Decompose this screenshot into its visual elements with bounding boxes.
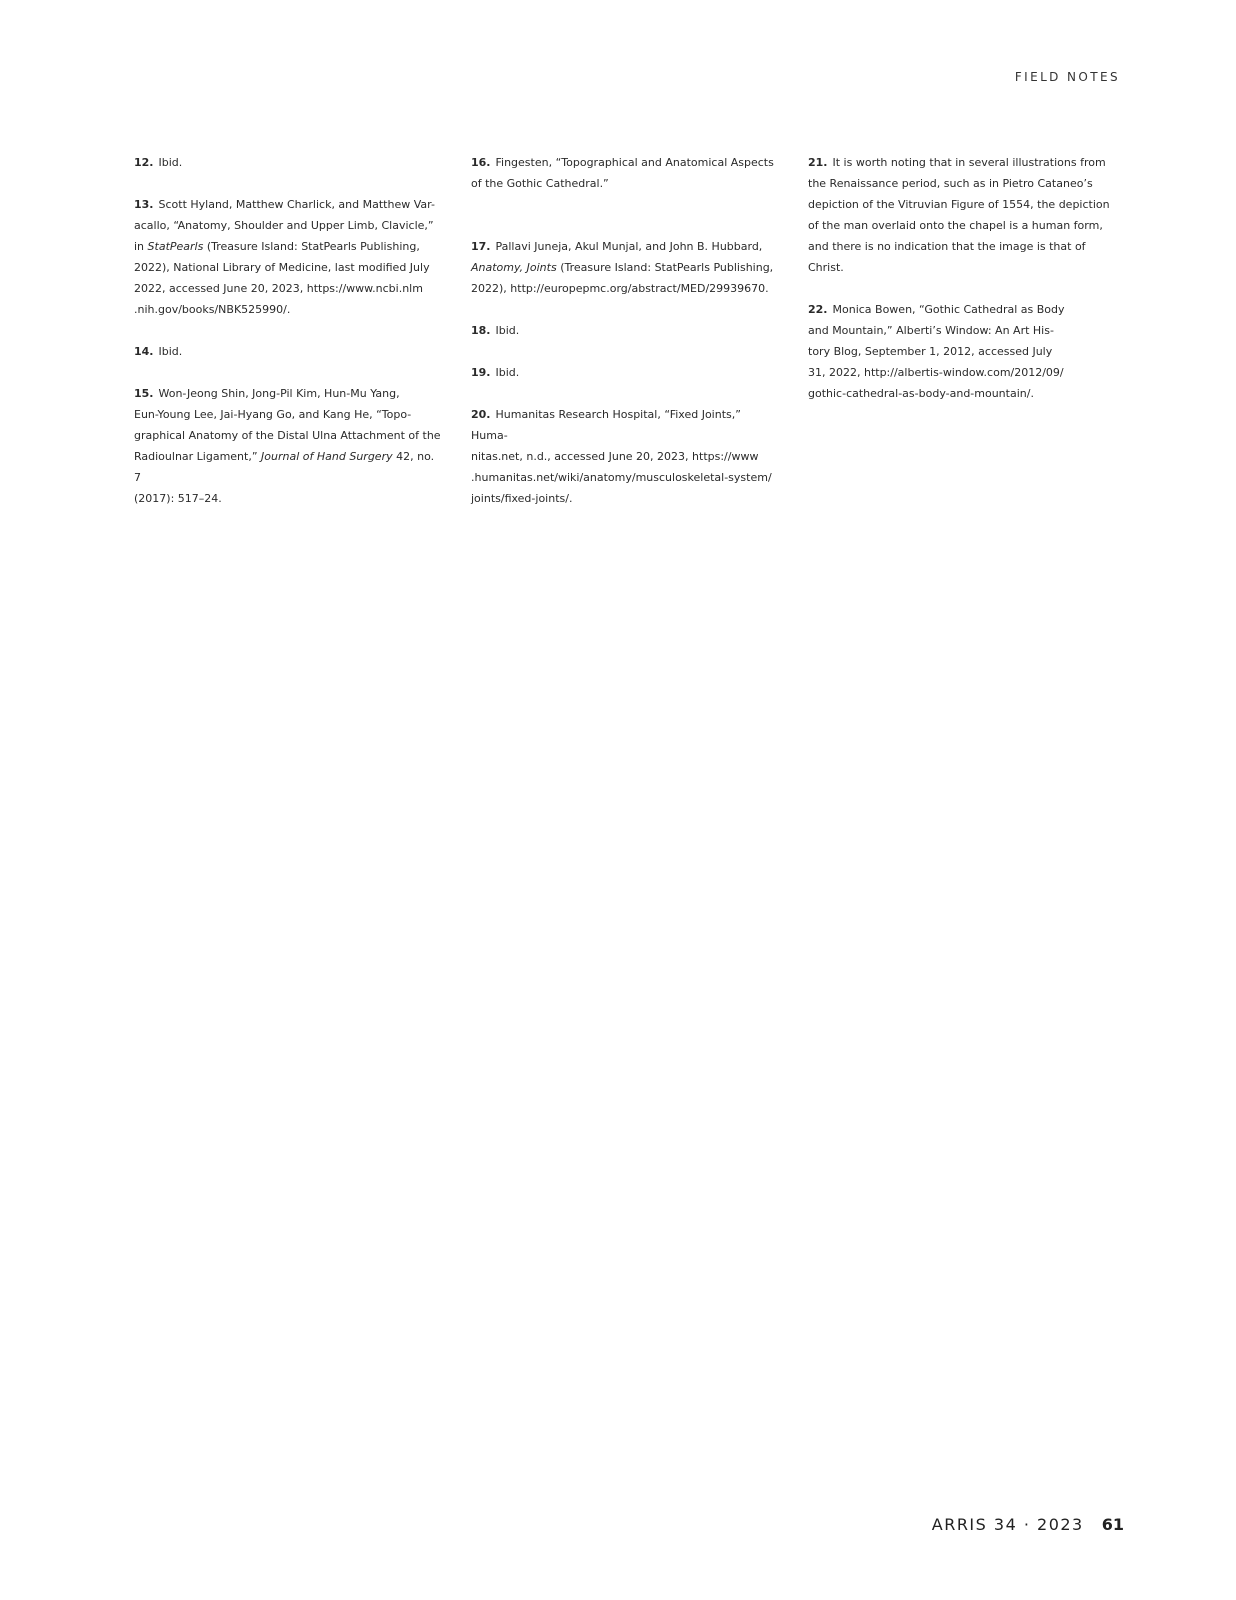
note-line: tory Blog, September 1, 2012, accessed July (808, 345, 1053, 358)
note-line: Radioulnar Ligament,” (134, 450, 258, 463)
note-number: 21. (808, 156, 828, 169)
notes-column-3 (808, 152, 1116, 425)
note-text: Ibid. (495, 366, 520, 379)
note-line: of the man overlaid onto the chapel is a human form, (808, 219, 1103, 232)
endnote-17 (471, 236, 779, 299)
note-number: 20. (471, 408, 491, 421)
note-line: nitas.net, n.d., accessed June 20, 2023, https://www (471, 450, 759, 463)
note-number: 15. (134, 387, 154, 400)
note-text: Ibid. (158, 345, 183, 358)
notes-column-2 (471, 152, 779, 530)
note-line: 2022), National Library of Medicine, last modified July (134, 261, 430, 274)
running-header: FIELD NOTES (1014, 70, 1120, 84)
journal-issue: ARRIS 34 · 2023 (931, 1515, 1084, 1534)
endnote-20 (471, 404, 779, 509)
note-line: Christ. (808, 261, 844, 274)
note-line: joints/fixed-joints/. (471, 492, 573, 505)
note-italic-title: StatPearls (147, 240, 204, 253)
note-italic-title: Journal of Hand Surgery (261, 450, 393, 463)
notes-column-1 (134, 152, 442, 530)
note-line: It is worth noting that in several illustrations from (832, 156, 1106, 169)
note-line: in (134, 240, 145, 253)
note-line: 2022), http://europepmc.org/abstract/MED/29939670. (471, 282, 769, 295)
note-line: Pallavi Juneja, Akul Munjal, and John B. Hubbard, (495, 240, 763, 253)
endnote-15 (134, 383, 442, 509)
endnote-19 (471, 362, 779, 383)
endnote-14 (134, 341, 442, 362)
note-line: (2017): 517–24. (134, 492, 222, 505)
note-text: Ibid. (495, 324, 520, 337)
note-number: 16. (471, 156, 491, 169)
endnote-13 (134, 194, 442, 320)
note-line: 31, 2022, http://albertis-window.com/2012/09/ (808, 366, 1064, 379)
note-line: graphical Anatomy of the Distal Ulna Attachment of the (134, 429, 441, 442)
note-number: 14. (134, 345, 154, 358)
endnote-22 (808, 299, 1116, 404)
note-line: acallo, “Anatomy, Shoulder and Upper Limb, Clavicle,” (134, 219, 434, 232)
note-line: the Renaissance period, such as in Pietro Cataneo’s (808, 177, 1093, 190)
note-number: 22. (808, 303, 828, 316)
note-number: 18. (471, 324, 491, 337)
note-line: Humanitas Research Hospital, “Fixed Joints,” Huma- (471, 408, 741, 442)
note-line: 42, no. 7 (134, 450, 435, 484)
page-footer (932, 1515, 1124, 1534)
note-line: Fingesten, “Topographical and Anatomical Aspects (495, 156, 774, 169)
note-number: 19. (471, 366, 491, 379)
note-line: Won-Jeong Shin, Jong-Pil Kim, Hun-Mu Yang, (158, 387, 400, 400)
endnote-12 (134, 152, 442, 173)
note-line: and Mountain,” Alberti’s Window: An Art His- (808, 324, 1054, 337)
note-line: of the Gothic Cathedral.” (471, 177, 609, 190)
note-number: 12. (134, 156, 154, 169)
note-line: and there is no indication that the image is that of (808, 240, 1086, 253)
page-number: 61 (1101, 1515, 1124, 1534)
note-line: gothic-cathedral-as-body-and-mountain/. (808, 387, 1034, 400)
note-text: Ibid. (158, 156, 183, 169)
note-line: (Treasure Island: StatPearls Publishing, (560, 261, 774, 274)
endnote-18 (471, 320, 779, 341)
note-line: depiction of the Vitruvian Figure of 1554, the depiction (808, 198, 1110, 211)
note-line: Scott Hyland, Matthew Charlick, and Matthew Var- (158, 198, 435, 211)
endnote-21 (808, 152, 1116, 278)
note-number: 13. (134, 198, 154, 211)
note-line: .nih.gov/books/NBK525990/. (134, 303, 291, 316)
note-line: 2022, accessed June 20, 2023, https://www.ncbi.nlm (134, 282, 423, 295)
note-number: 17. (471, 240, 491, 253)
note-line: .humanitas.net/wiki/anatomy/musculoskeletal-system/ (471, 471, 772, 484)
note-line: Eun-Young Lee, Jai-Hyang Go, and Kang He, “Topo- (134, 408, 412, 421)
note-line: (Treasure Island: StatPearls Publishing, (206, 240, 420, 253)
note-line: Monica Bowen, “Gothic Cathedral as Body (832, 303, 1065, 316)
note-italic-title: Anatomy, Joints (471, 261, 557, 274)
endnote-16 (471, 152, 779, 194)
